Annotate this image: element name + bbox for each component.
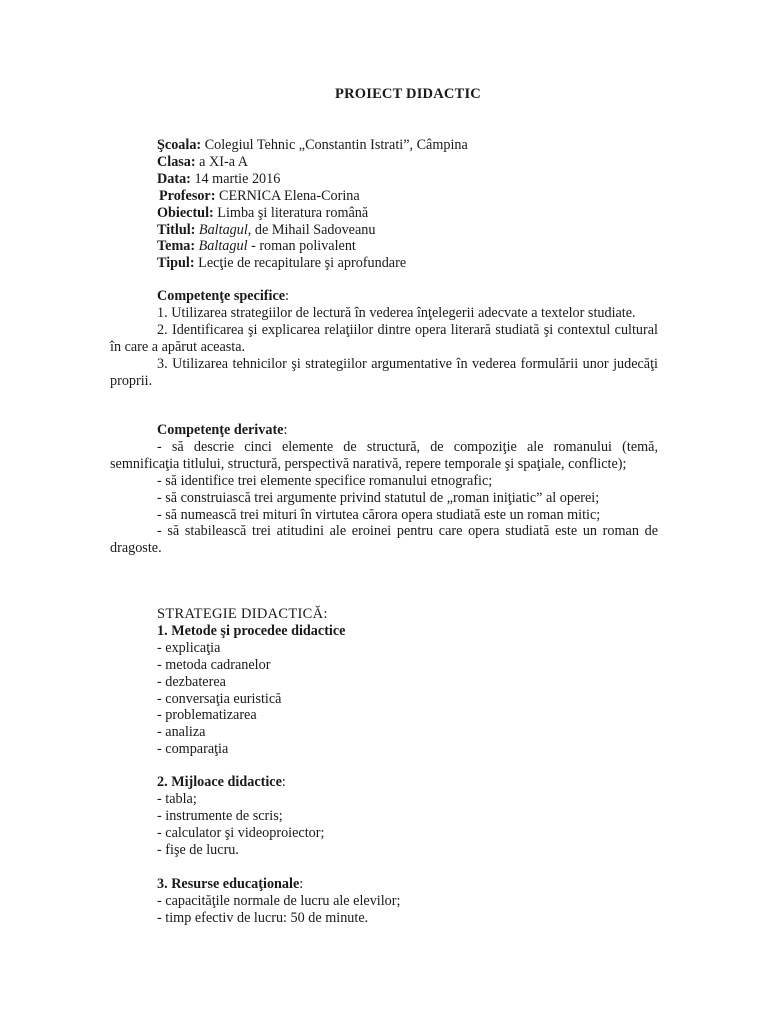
competence-item: - să numească trei mituri în virtutea cărora opera studiată este un roman mitic; (157, 506, 601, 523)
list-item: - metoda cadranelor (157, 656, 271, 673)
info-label: Data: (157, 170, 191, 187)
heading-colon: : (281, 774, 286, 790)
specific-competences-section (110, 288, 658, 389)
info-label: Şcoala: (157, 137, 202, 153)
strategy-heading: STRATEGIE DIDACTICĂ: (157, 606, 328, 622)
list-item: - dezbaterea (157, 673, 226, 690)
section-heading-text: Competenţe derivate (157, 422, 284, 438)
resources-section (157, 876, 400, 927)
info-value: a XI-a A (195, 153, 249, 170)
resources-heading (157, 876, 400, 893)
competence-item: - să descrie cinci elemente de structură, de compoziţie ale romanului (temă, semnificaţia titlului, structură, perspectivă narativă, repere temporale şi spaţiale, conflicte); (110, 438, 658, 472)
means-section (157, 774, 324, 859)
info-value: Colegiul Tehnic „Constantin Istrati”, Câmpina (201, 137, 468, 153)
means-heading-text: 2. Mijloace didactice (157, 774, 282, 790)
competence-item: - să stabilească trei atitudini ale eroinei pentru care opera studiată este un roman de dragoste. (110, 523, 658, 557)
info-label: Profesor: (159, 187, 216, 204)
info-row-data (157, 171, 468, 188)
info-value: 14 martie 2016 (190, 170, 281, 187)
heading-colon: : (299, 876, 304, 892)
list-item: - timp efectiv de lucru: 50 de minute. (157, 909, 369, 926)
info-row-titlul (157, 222, 468, 239)
section-heading (110, 288, 658, 305)
list-item: - capacităţile normale de lucru ale elevilor; (157, 892, 401, 909)
strategy-heading-text: STRATEGIE DIDACTICĂ (157, 606, 324, 622)
list-item: - calculator şi videoproiector; (157, 824, 325, 841)
info-label: Obiectul: (157, 204, 214, 221)
info-row-clasa (157, 154, 468, 171)
heading-colon: : (285, 288, 289, 304)
competence-item: 1. Utilizarea strategiilor de lectură în vederea înţelegerii adecvate a textelor studiate. (157, 304, 636, 321)
list-item: - analiza (157, 724, 206, 741)
info-row-profesor (157, 188, 468, 205)
list-item: - explicaţia (157, 639, 221, 656)
info-row-obiectul (157, 205, 468, 222)
competence-item: - să identifice trei elemente specifice romanului etnografic; (157, 472, 493, 489)
derived-competences-section (110, 422, 658, 557)
list-item: - comparaţia (157, 741, 229, 758)
list-item: - fişe de lucru. (157, 841, 239, 858)
list-item: - instrumente de scris; (157, 807, 283, 824)
list-item: - conversaţia euristică (157, 690, 282, 707)
info-value: CERNICA Elena-Corina (215, 187, 360, 204)
info-label: Clasa: (157, 153, 196, 170)
means-heading (157, 774, 324, 791)
info-row-tipul (157, 255, 468, 272)
info-label: Tipul: (157, 255, 195, 272)
resources-heading-text: 3. Resurse educaţionale (157, 876, 300, 892)
info-value: Lecţie de recapitulare şi aprofundare (194, 255, 407, 272)
section-heading (110, 422, 658, 439)
strategy-section (157, 606, 345, 758)
info-value-italic: Baltagul (195, 221, 248, 238)
info-label: Titlul: (157, 221, 196, 238)
info-row-tema (157, 238, 468, 255)
info-value: - roman polivalent (247, 238, 356, 255)
competence-item: 2. Identificarea şi explicarea relaţiilor dintre opera literară studiată şi contextul cultural în care a apărut aceasta. (110, 321, 658, 355)
list-item: - tabla; (157, 790, 197, 807)
info-value: Limba şi literatura română (213, 204, 369, 221)
info-row-scoala (157, 137, 468, 154)
competence-item: - să construiască trei argumente privind statutul de „roman iniţiatic” al operei; (157, 489, 600, 506)
list-item: - problematizarea (157, 707, 257, 724)
info-label: Tema: (157, 238, 196, 255)
info-value: , de Mihail Sadoveanu (247, 221, 376, 238)
competence-item: 3. Utilizarea tehnicilor şi strategiilor argumentative în vederea formulării unor judecăţi proprii. (110, 355, 658, 389)
lesson-info (157, 137, 468, 272)
document-title: PROIECT DIDACTIC (335, 86, 481, 102)
methods-heading: 1. Metode şi procedee didactice (157, 622, 346, 639)
heading-colon: : (283, 422, 288, 438)
section-heading-text: Competenţe specifice (157, 288, 286, 304)
info-value-italic: Baltagul (195, 238, 248, 255)
